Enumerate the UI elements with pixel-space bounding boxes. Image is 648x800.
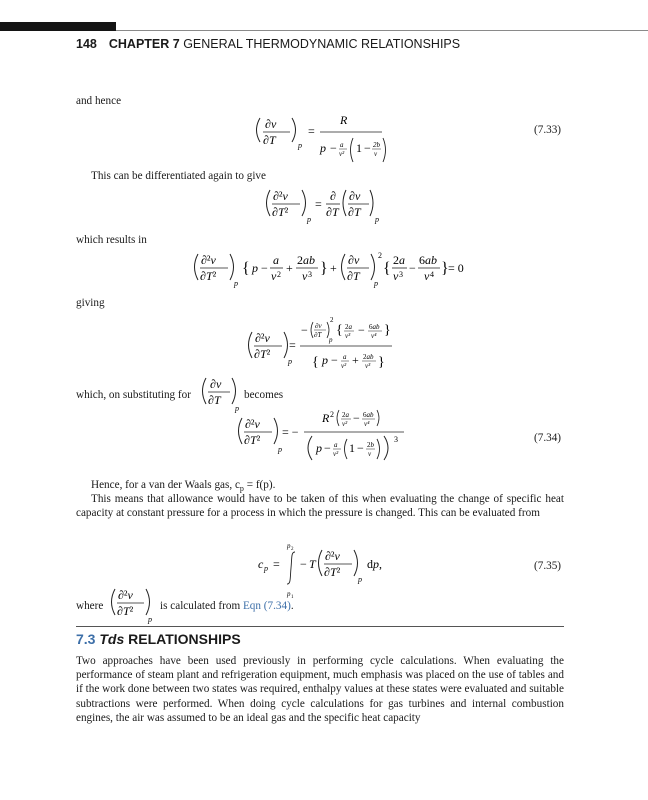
svg-text:v⁴: v⁴	[364, 420, 370, 428]
equation-number-7-33: (7.33)	[534, 124, 562, 136]
svg-text:p: p	[298, 141, 302, 150]
text-where-suffix: is calculated from	[160, 600, 241, 612]
text-hence-vdw-sub: p	[239, 484, 244, 494]
svg-text:1: 1	[349, 441, 355, 455]
svg-text:3: 3	[399, 270, 403, 279]
svg-text:+: +	[352, 353, 359, 367]
equation-7-34	[234, 404, 414, 469]
svg-text:∂²v: ∂²v	[325, 549, 340, 563]
equation-second-derivative	[262, 186, 382, 233]
equation-7-35	[258, 538, 398, 605]
svg-text:∂²v: ∂²v	[255, 331, 270, 345]
text-and-hence: and hence	[76, 95, 122, 107]
page-number: 148	[76, 37, 97, 51]
svg-text:v: v	[302, 269, 308, 283]
svg-text:}: }	[320, 260, 328, 277]
svg-text:2b: 2b	[373, 141, 380, 149]
text-giving: giving	[76, 297, 105, 309]
svg-text:{: {	[336, 323, 343, 338]
svg-text:2ab: 2ab	[363, 353, 374, 361]
equation-long-derivative	[190, 250, 464, 297]
svg-text:6ab: 6ab	[419, 253, 437, 267]
svg-text:p: p	[264, 564, 268, 573]
svg-text:6ab: 6ab	[363, 411, 374, 419]
inline-second-derivative	[108, 586, 158, 631]
svg-text:−: −	[409, 261, 416, 275]
svg-text:∂v: ∂v	[348, 253, 360, 267]
svg-text:+: +	[286, 261, 293, 275]
svg-text:p: p	[252, 261, 258, 275]
svg-text:p: p	[374, 279, 378, 288]
equation-giving	[244, 314, 414, 389]
text-which-results: which results in	[76, 234, 147, 246]
svg-text:=: =	[289, 338, 296, 352]
svg-text:v: v	[374, 150, 378, 158]
svg-text:}: }	[378, 355, 385, 370]
text-where-end: .	[290, 600, 294, 612]
svg-text:p: p	[358, 575, 362, 584]
svg-text:−: −	[331, 353, 338, 367]
svg-text:∂v: ∂v	[349, 189, 361, 203]
svg-text:p: p	[287, 590, 291, 598]
svg-text:−: −	[353, 411, 360, 425]
header-bar	[0, 22, 116, 31]
svg-text:p: p	[307, 215, 311, 224]
svg-text:∂T²: ∂T²	[200, 269, 217, 283]
svg-text:∂T: ∂T	[314, 331, 322, 339]
svg-text:p: p	[375, 215, 379, 224]
svg-text:p: p	[322, 353, 328, 367]
svg-text:p: p	[287, 542, 291, 550]
text-hence-vdw-main: Hence, for a van der Waals gas, c	[91, 479, 240, 491]
svg-text:2: 2	[291, 547, 294, 552]
svg-text:v⁴: v⁴	[371, 332, 377, 340]
equation-number-7-34: (7.34)	[534, 432, 562, 444]
svg-text:=: =	[273, 557, 280, 571]
svg-text:}: }	[441, 260, 449, 277]
svg-text:∂T: ∂T	[208, 393, 221, 407]
svg-text:∂²v: ∂²v	[245, 417, 260, 431]
svg-text:p: p	[148, 615, 152, 624]
svg-text:∂T: ∂T	[326, 205, 339, 219]
svg-text:6ab: 6ab	[369, 323, 380, 331]
text-hence-vdw-end: = f(p).	[243, 479, 276, 491]
chapter-label: CHAPTER 7	[108, 37, 180, 51]
svg-text:−: −	[300, 557, 307, 571]
svg-text:∂T²: ∂T²	[272, 205, 289, 219]
svg-text:}: }	[384, 323, 391, 338]
svg-text:v²: v²	[339, 150, 345, 158]
text-where-calculated	[160, 599, 294, 613]
svg-text:−: −	[324, 441, 331, 455]
svg-text:R: R	[322, 411, 330, 425]
header-rule	[116, 30, 648, 31]
svg-text:v: v	[393, 269, 399, 283]
svg-text:2ab: 2ab	[297, 253, 315, 267]
svg-text:−: −	[357, 441, 364, 455]
svg-text:+: +	[330, 261, 337, 275]
svg-text:v: v	[368, 450, 372, 458]
svg-text:2a: 2a	[393, 253, 405, 267]
svg-text:3: 3	[308, 270, 312, 279]
svg-text:v³: v³	[365, 362, 371, 370]
svg-text:∂v: ∂v	[210, 377, 222, 391]
section-title-rest: RELATIONSHIPS	[124, 631, 241, 647]
svg-text:∂T: ∂T	[263, 133, 276, 147]
svg-text:{: {	[383, 260, 391, 277]
section-heading	[76, 631, 241, 647]
svg-text:= −: = −	[282, 425, 299, 439]
text-substituting	[76, 388, 191, 402]
svg-text:v²: v²	[341, 362, 347, 370]
section-rule	[76, 626, 564, 627]
svg-text:∂T²: ∂T²	[254, 347, 271, 361]
svg-text:∂T²: ∂T²	[244, 433, 261, 447]
svg-text:p: p	[316, 441, 322, 455]
svg-text:∂v: ∂v	[265, 117, 277, 131]
svg-text:∂²v: ∂²v	[118, 588, 133, 602]
svg-text:v: v	[424, 269, 430, 283]
svg-text:p: p	[329, 336, 333, 344]
svg-text:v: v	[271, 269, 277, 283]
svg-text:{: {	[242, 260, 250, 277]
svg-text:p: p	[235, 404, 239, 413]
svg-text:dp,: dp,	[367, 557, 382, 571]
link-eqn-7-34[interactable]: Eqn (7.34)	[242, 600, 291, 612]
svg-text:=: =	[308, 124, 315, 138]
svg-text:p: p	[234, 279, 238, 288]
svg-text:−: −	[330, 141, 337, 155]
text-where: where	[76, 600, 104, 612]
svg-text:a: a	[273, 253, 279, 267]
svg-text:a: a	[334, 441, 338, 449]
section-number: 7.3	[76, 631, 96, 647]
equation-7-33	[250, 110, 400, 175]
svg-text:2: 2	[330, 410, 334, 419]
svg-text:2b: 2b	[367, 441, 374, 449]
svg-text:∂T: ∂T	[347, 269, 360, 283]
svg-text:2a: 2a	[345, 323, 352, 331]
svg-text:{: {	[312, 355, 319, 370]
svg-text:3: 3	[394, 435, 398, 444]
svg-text:2a: 2a	[342, 411, 349, 419]
svg-text:p: p	[278, 445, 282, 454]
svg-text:= 0: = 0	[448, 261, 464, 275]
svg-text:1: 1	[356, 141, 362, 155]
svg-text:p: p	[288, 357, 292, 366]
paragraph-allowance: This means that allowance would have to be taken of this when evaluating the change of specific heat capacity at constant pressure for a process in which the pressure is changed. This can be evaluated from	[76, 493, 564, 520]
svg-text:2: 2	[277, 270, 281, 279]
svg-text:p: p	[320, 141, 326, 155]
svg-text:∂T²: ∂T²	[324, 565, 341, 579]
svg-text:−: −	[364, 141, 371, 155]
svg-text:−: −	[261, 261, 268, 275]
svg-text:c: c	[258, 557, 264, 571]
svg-text:∂T: ∂T	[348, 205, 361, 219]
svg-text:1: 1	[291, 595, 294, 600]
svg-text:−: −	[358, 323, 365, 337]
text-can-be-differentiated: This can be differentiated again to give	[91, 170, 266, 182]
svg-text:∂²v: ∂²v	[201, 253, 216, 267]
svg-text:a: a	[340, 141, 344, 149]
text-becomes: becomes	[244, 389, 284, 401]
svg-text:∂T²: ∂T²	[117, 604, 134, 618]
svg-text:∂: ∂	[330, 189, 336, 203]
svg-text:2: 2	[378, 251, 382, 260]
svg-text:a: a	[343, 353, 347, 361]
equation-number-7-35: (7.35)	[534, 560, 562, 572]
svg-text:∂²v: ∂²v	[273, 189, 288, 203]
svg-text:T: T	[309, 557, 316, 571]
svg-text:v³: v³	[345, 332, 351, 340]
section-title-italic: Tds	[99, 631, 125, 647]
svg-text:R: R	[340, 113, 348, 127]
svg-text:4: 4	[430, 270, 434, 279]
svg-text:v²: v²	[342, 420, 348, 428]
paragraph-section-intro: Two approaches have been used previously in performing cycle calculations. When evaluating the performance of steam plant and refrigeration equipment, much emphasis was placed on the use of tables and if the work done between two states was required, enthalpy values at these states were evaluated and suitable subtractions were performed. When doing cycle calculations for gas turbines and internal combustion engines, the air was assumed to be an ideal gas and the specific heat capacity	[76, 655, 564, 724]
svg-text:v²: v²	[333, 450, 339, 458]
svg-text:−: −	[301, 323, 308, 337]
chapter-title: GENERAL THERMODYNAMIC RELATIONSHIPS	[183, 37, 461, 51]
svg-text:2: 2	[330, 316, 334, 324]
text-substituting-prefix: which, on substituting for	[76, 389, 191, 401]
svg-text:=: =	[315, 197, 322, 211]
running-header	[76, 37, 460, 51]
svg-text:∂v: ∂v	[315, 322, 322, 330]
